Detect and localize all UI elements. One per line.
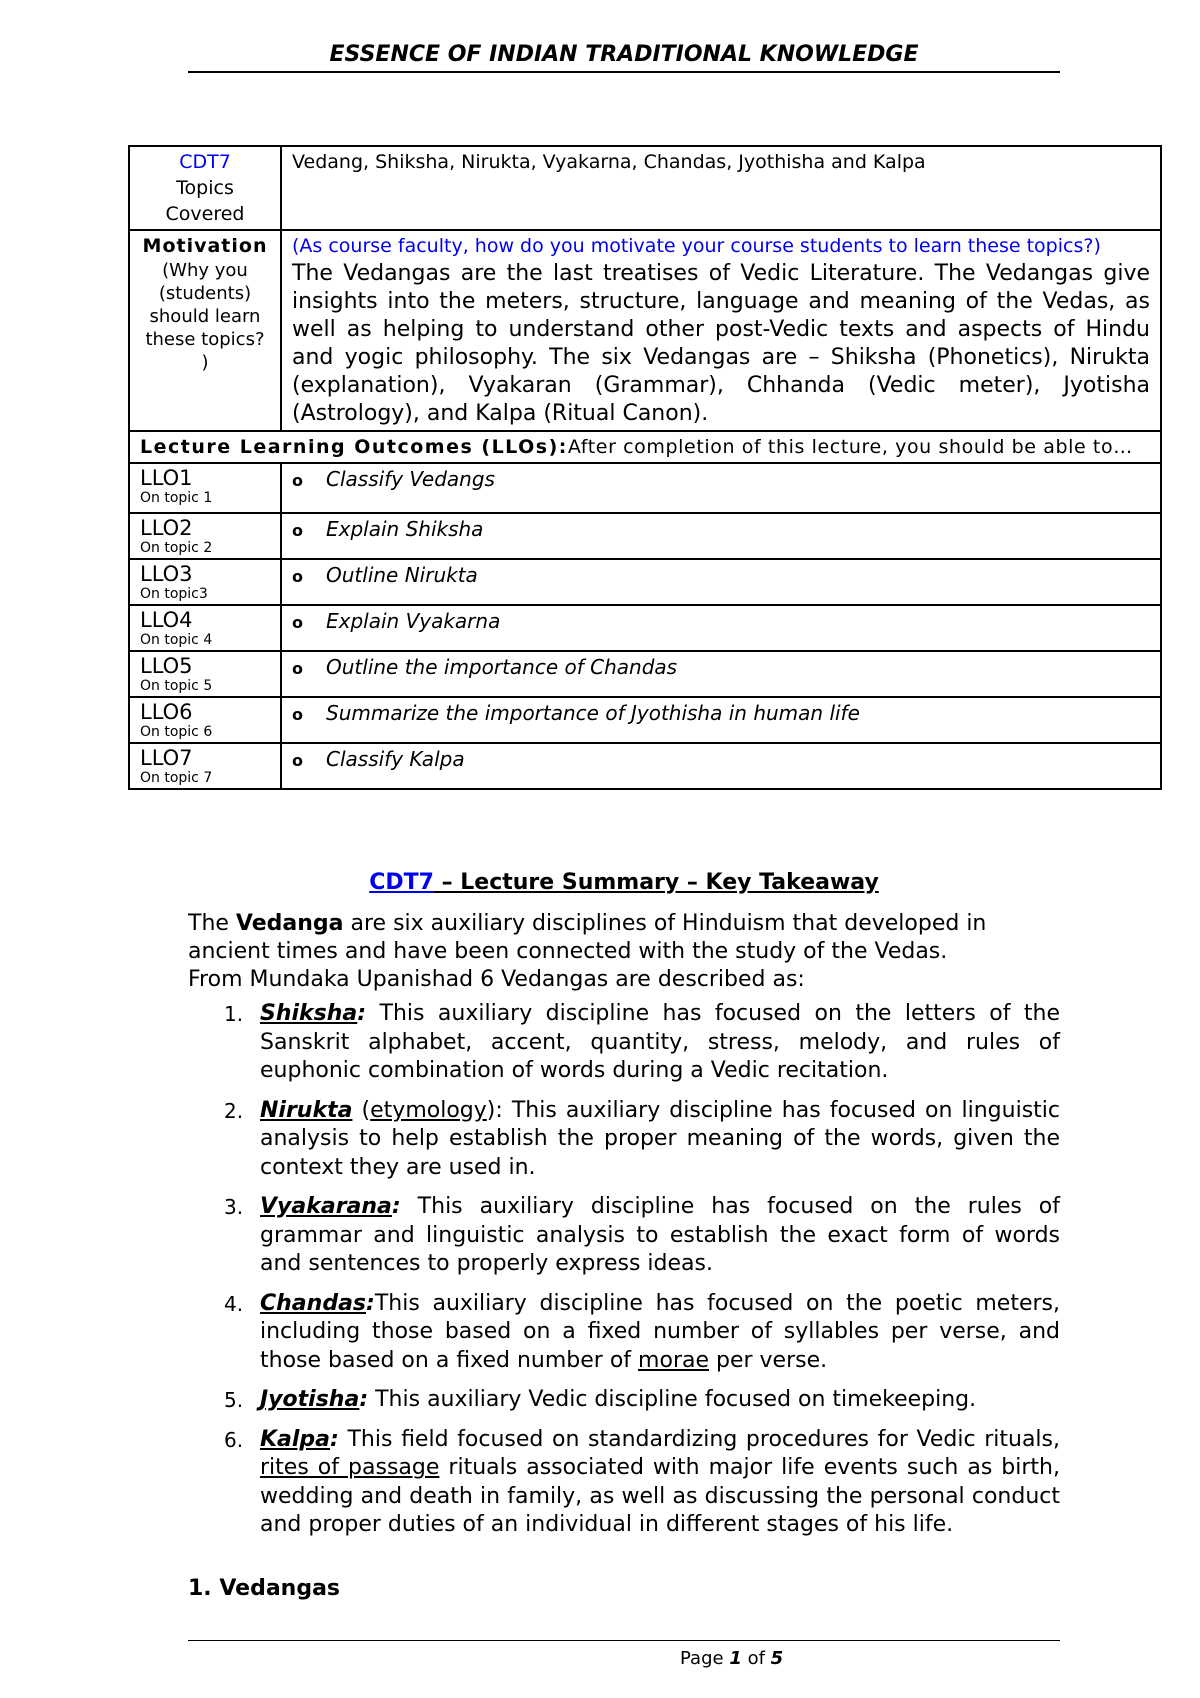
term-link[interactable]: Kalpa <box>260 1426 331 1452</box>
llo-topic: On topic 7 <box>140 770 213 786</box>
llo-header-cell <box>129 431 1161 463</box>
item-text: This auxiliary discipline has focused on the rules of grammar and linguistic analysis to establish the exact form of words and sentences to properly express ideas. <box>260 1194 1060 1276</box>
llo-row <box>129 513 1161 559</box>
term-colon: : <box>391 1194 401 1219</box>
topics-label-cell <box>129 146 281 230</box>
llo-topic: On topic 2 <box>140 540 213 556</box>
vedanga-list <box>220 1000 1060 1551</box>
term-link[interactable]: Shiksha <box>260 1001 358 1026</box>
item-text: per verse. <box>709 1347 828 1373</box>
page-total: 5 <box>770 1648 784 1669</box>
list-number: 3. <box>224 1195 244 1219</box>
paren-close: ): <box>486 1097 503 1123</box>
llo-outcome-cell <box>281 697 1161 743</box>
llo-header-row <box>129 431 1161 463</box>
llo-row <box>129 559 1161 605</box>
llo-row <box>129 605 1161 651</box>
llo-id: LLO4 <box>140 608 193 632</box>
topic-code: CDT7 <box>179 151 231 173</box>
bullet-icon: o <box>292 521 303 540</box>
llo-outcome-cell <box>281 743 1161 789</box>
item-text: This auxiliary discipline has focused on the letters of the Sanskrit alphabet, accent, quantity, stress, melody, and rules of euphonic combination of words during a Vedic recitation. <box>260 1001 1060 1083</box>
page-footer <box>680 1648 783 1669</box>
llo-outcome: Outline Nirukta <box>326 563 478 587</box>
paren-open: ( <box>352 1097 371 1123</box>
llo-id: LLO6 <box>140 700 193 724</box>
item-text: This auxiliary discipline has focused on the poetic meters, including those based on a fixed number of syllables per verse, and those based on a fixed number of <box>260 1290 1060 1373</box>
page-label: Page <box>680 1648 730 1669</box>
llo-id-cell <box>129 513 281 559</box>
topics-row <box>129 146 1161 230</box>
bullet-icon: o <box>292 471 303 490</box>
list-item <box>220 1193 1060 1279</box>
item-text: rituals associated with major life events such as birth, wedding and death in family, as well as discussing the personal conduct and proper duties of an individual in different stages of his life. <box>260 1455 1060 1537</box>
llo-outcome: Classify Kalpa <box>326 747 465 771</box>
llo-id-cell <box>129 463 281 513</box>
cdt-table <box>128 145 1162 790</box>
intro-bold-term: Vedanga <box>235 911 344 936</box>
intro-text: The <box>188 911 236 936</box>
header-rule <box>188 71 1060 73</box>
etymology-link[interactable]: etymology <box>370 1097 487 1123</box>
llo-header-text: After completion of this lecture, you should be able to… <box>567 436 1133 458</box>
section-heading: 1. Vedangas <box>188 1576 341 1601</box>
summary-title-code-link[interactable]: CDT7 <box>369 870 434 895</box>
llo-outcome: Outline the importance of Chandas <box>326 655 678 679</box>
llo-outcome-cell <box>281 513 1161 559</box>
term-colon: : <box>357 1001 367 1026</box>
llo-row <box>129 697 1161 743</box>
motivation-subtitle: (Why you (students) should learn these topics? ) <box>145 260 265 373</box>
llo-topic: On topic 1 <box>140 490 213 506</box>
llo-row <box>129 463 1161 513</box>
term-colon: : <box>330 1426 339 1452</box>
llo-id: LLO2 <box>140 516 193 540</box>
list-item <box>220 1386 1060 1415</box>
llo-row <box>129 743 1161 789</box>
llo-outcome: Classify Vedangs <box>326 467 495 491</box>
list-number: 5. <box>224 1388 244 1412</box>
list-item <box>220 1097 1060 1183</box>
motivation-title: Motivation <box>142 235 268 257</box>
motivation-body: The Vedangas are the last treatises of Vedic Literature. The Vedangas give insights into the meters, structure, language and meaning of the Vedas, as well as helping to understand other post-Vedic texts and aspects of Hindu and yogic philosophy. The six Vedangas are – Shiksha (Phonetics), Nirukta (explanation), Vyakaran (Grammar), Chhanda (Vedic meter), Jyotisha (Astrology), and Kalpa (Ritual Canon). <box>292 261 1150 426</box>
rites-of-passage-link[interactable]: rites of passage <box>260 1455 440 1480</box>
bullet-icon: o <box>292 567 303 586</box>
llo-id: LLO5 <box>140 654 193 678</box>
llo-outcome-cell <box>281 463 1161 513</box>
morae-link[interactable]: morae <box>638 1347 709 1373</box>
motivation-question: (As course faculty, how do you motivate your course students to learn these topics?) <box>292 235 1101 257</box>
motivation-label-cell <box>129 230 281 431</box>
item-text: This field focused on standardizing procedures for Vedic rituals, <box>338 1426 1060 1452</box>
llo-header-bold: Lecture Learning Outcomes (LLOs): <box>140 436 568 458</box>
llo-topic: On topic3 <box>140 586 208 602</box>
summary-intro <box>188 910 1060 994</box>
llo-id: LLO7 <box>140 746 193 770</box>
llo-id: LLO1 <box>140 466 193 490</box>
llo-id-cell <box>129 697 281 743</box>
page-number: 1 <box>729 1648 742 1669</box>
llo-id-cell <box>129 651 281 697</box>
motivation-row <box>129 230 1161 431</box>
list-number: 6. <box>224 1427 244 1452</box>
of-label: of <box>741 1648 771 1669</box>
llo-outcome: Explain Vyakarna <box>326 609 501 633</box>
bullet-icon: o <box>292 705 303 724</box>
motivation-content-cell <box>281 230 1161 431</box>
llo-topic: On topic 6 <box>140 724 213 740</box>
list-item <box>220 1000 1060 1086</box>
intro-text: are six auxiliary disciplines of Hinduism that developed in ancient times and have been connected with the study of the Vedas. <box>188 911 987 964</box>
topics-label: Topics Covered <box>165 177 245 225</box>
list-item <box>220 1290 1060 1376</box>
topics-covered-text: Vedang, Shiksha, Nirukta, Vyakarna, Chandas, Jyothisha and Kalpa <box>281 146 1161 230</box>
list-item <box>220 1426 1060 1540</box>
llo-outcome-cell <box>281 559 1161 605</box>
llo-id: LLO3 <box>140 562 193 586</box>
list-number: 2. <box>224 1098 244 1123</box>
bullet-icon: o <box>292 659 303 678</box>
item-text: This auxiliary Vedic discipline focused on timekeeping. <box>368 1387 977 1412</box>
list-number: 1. <box>224 1002 244 1026</box>
term-colon: : <box>359 1387 369 1412</box>
footer-rule <box>188 1640 1060 1641</box>
llo-id-cell <box>129 743 281 789</box>
term-link[interactable]: Chandas <box>260 1290 367 1316</box>
term-link[interactable]: Jyotisha <box>260 1387 360 1412</box>
term-link[interactable]: Vyakarana <box>260 1194 392 1219</box>
summary-title <box>188 870 1060 895</box>
llo-id-cell <box>129 605 281 651</box>
bullet-icon: o <box>292 613 303 632</box>
item-text: This auxiliary discipline has focused on linguistic analysis to help establish the proper meaning of the words, given the context they are used in. <box>260 1097 1060 1180</box>
list-number: 4. <box>224 1291 244 1316</box>
llo-topic: On topic 5 <box>140 678 213 694</box>
intro-line-2: From Mundaka Upanishad 6 Vedangas are described as: <box>188 967 805 992</box>
llo-row <box>129 651 1161 697</box>
term-link[interactable]: Nirukta <box>260 1097 353 1123</box>
llo-outcome: Summarize the importance of Jyothisha in human life <box>326 701 860 725</box>
llo-id-cell <box>129 559 281 605</box>
summary-title-text: – Lecture Summary – Key Takeaway <box>433 870 879 895</box>
llo-outcome-cell <box>281 605 1161 651</box>
bullet-icon: o <box>292 751 303 770</box>
document-header-title: ESSENCE OF INDIAN TRADITIONAL KNOWLEDGE <box>329 42 919 67</box>
term-colon: : <box>366 1290 375 1316</box>
llo-outcome-cell <box>281 651 1161 697</box>
llo-topic: On topic 4 <box>140 632 213 648</box>
llo-outcome: Explain Shiksha <box>326 517 484 541</box>
